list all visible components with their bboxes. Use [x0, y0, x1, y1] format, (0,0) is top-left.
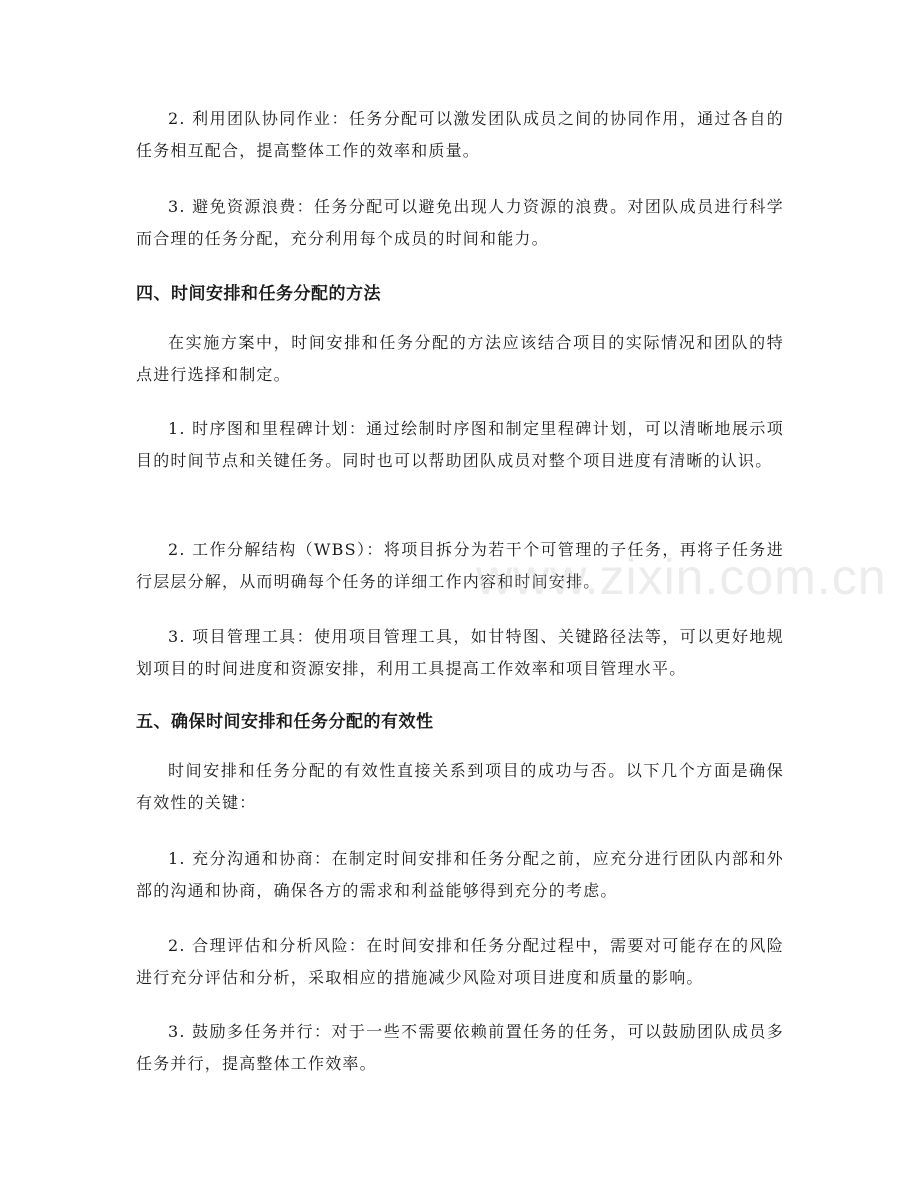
section-heading-methods: 四、时间安排和任务分配的方法 — [136, 284, 381, 304]
paragraph-pm-tools: 3. 项目管理工具：使用项目管理工具，如甘特图、关键路径法等，可以更好地规划项目的时间进度和资源安排，利用工具提高工作效率和项目管理水平。 — [136, 627, 784, 678]
paragraph-methods-intro: 在实施方案中，时间安排和任务分配的方法应该结合项目的实际情况和团队的特点进行选择和制定。 — [136, 333, 784, 384]
paragraph-milestone-plan: 1. 时序图和里程碑计划：通过绘制时序图和制定里程碑计划，可以清晰地展示项目的时间节点和关键任务。同时也可以帮助团队成员对整个项目进度有清晰的认识。 — [136, 419, 784, 470]
paragraph-risk-analysis: 2. 合理评估和分析风险：在时间安排和任务分配过程中，需要对可能存在的风险进行充分评估和分析，采取相应的措施减少风险对项目进度和质量的影响。 — [136, 936, 784, 987]
paragraph-communication: 1. 充分沟通和协商：在制定时间安排和任务分配之前，应充分进行团队内部和外部的沟通和协商，确保各方的需求和利益能够得到充分的考虑。 — [136, 849, 784, 900]
paragraph-effectiveness-intro: 时间安排和任务分配的有效性直接关系到项目的成功与否。以下几个方面是确保有效性的关键： — [136, 761, 784, 812]
paragraph-avoid-waste: 3. 避免资源浪费：任务分配可以避免出现人力资源的浪费。对团队成员进行科学而合理的任务分配，充分利用每个成员的时间和能力。 — [136, 197, 784, 248]
paragraph-wbs: 2. 工作分解结构（WBS）：将项目拆分为若干个可管理的子任务，再将子任务进行层层分解，从而明确每个任务的详细工作内容和时间安排。 — [136, 540, 784, 591]
section-heading-effectiveness: 五、确保时间安排和任务分配的有效性 — [136, 712, 434, 732]
paragraph-parallel-tasks: 3. 鼓励多任务并行：对于一些不需要依赖前置任务的任务，可以鼓励团队成员多任务并行，提高整体工作效率。 — [136, 1022, 784, 1073]
paragraph-team-collaboration: 2. 利用团队协同作业：任务分配可以激发团队成员之间的协同作用，通过各自的任务相互配合，提高整体工作的效率和质量。 — [136, 109, 784, 160]
watermark-text: www.zixin.com.cn — [476, 549, 887, 605]
